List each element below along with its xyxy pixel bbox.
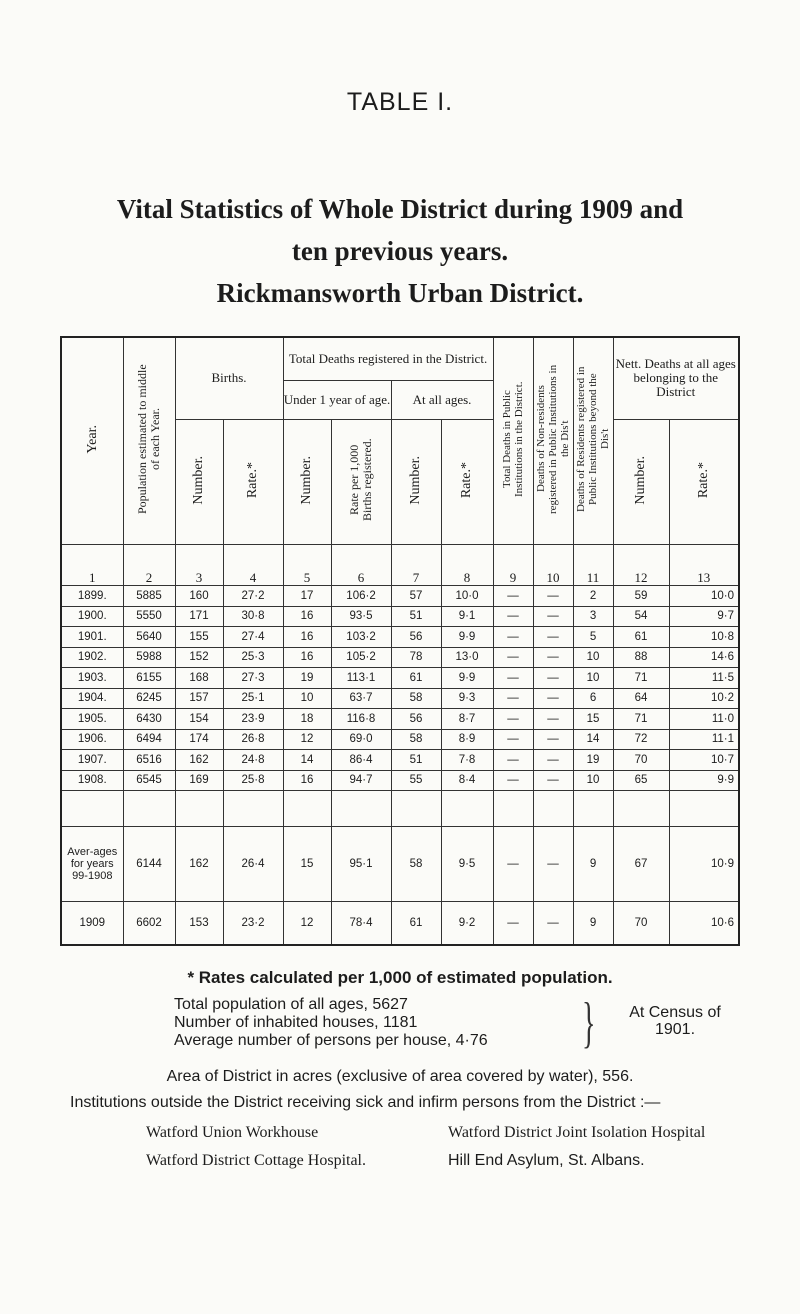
spacer-cell [175, 791, 223, 827]
cell-pop: 6494 [123, 729, 175, 750]
cell-u1: 17 [283, 586, 331, 607]
table-row [61, 627, 739, 648]
cell-brate: 26·8 [223, 729, 283, 750]
cell-res: 9 [573, 827, 613, 902]
cell-pop: 5885 [123, 586, 175, 607]
cell-u1: 18 [283, 709, 331, 730]
cell-pop: 6155 [123, 668, 175, 689]
cell-births: 155 [175, 627, 223, 648]
cell-year: 1905. [61, 709, 123, 730]
col-number: 13 [669, 544, 739, 585]
cell-nett: 88 [613, 647, 669, 668]
cell-pub: — [493, 770, 533, 791]
cell-pop: 6245 [123, 688, 175, 709]
table-label: TABLE I. [346, 88, 454, 116]
cell-allrate: 9·2 [441, 902, 493, 945]
cell-u1: 16 [283, 770, 331, 791]
cell-u1rate: 86·4 [331, 750, 391, 771]
table-body [61, 586, 739, 827]
cell-nett: 54 [613, 606, 669, 627]
cell-births: 162 [175, 750, 223, 771]
census-houses: Number of inhabited houses, 1181 [174, 1014, 418, 1031]
table-row [61, 750, 739, 771]
cell-nett: 67 [613, 827, 669, 902]
table-row [61, 668, 739, 689]
cell-pop: 6144 [123, 827, 175, 902]
cell-u1rate: 116·8 [331, 709, 391, 730]
cell-pop: 5640 [123, 627, 175, 648]
header-public-institutions: Total Deaths in Public Institutions in the District. [493, 337, 533, 544]
cell-nonres: — [533, 627, 573, 648]
header-nett-rate: Rate.* [669, 419, 739, 544]
cell-brate: 27·4 [223, 627, 283, 648]
table-row [61, 647, 739, 668]
spacer-cell [61, 791, 123, 827]
cell-u1rate: 63·7 [331, 688, 391, 709]
cell-brate: 24·8 [223, 750, 283, 771]
cell-nonres: — [533, 709, 573, 730]
cell-allrate: 8·4 [441, 770, 493, 791]
cell-res: 10 [573, 647, 613, 668]
cell-year: 1899. [61, 586, 123, 607]
cell-all: 61 [391, 668, 441, 689]
cell-births: 154 [175, 709, 223, 730]
header-year: Year. [61, 337, 123, 544]
cell-u1: 12 [283, 902, 331, 945]
header-births-number: Number. [175, 419, 223, 544]
table-row [61, 729, 739, 750]
spacer-cell [669, 791, 739, 827]
census-label: At Census of 1901. [629, 1004, 721, 1038]
cell-births: 171 [175, 606, 223, 627]
cell-pub: — [493, 647, 533, 668]
cell-u1rate: 113·1 [331, 668, 391, 689]
cell-allrate: 9·1 [441, 606, 493, 627]
cell-u1: 12 [283, 729, 331, 750]
cell-pub: — [493, 750, 533, 771]
header-all-number: Number. [391, 419, 441, 544]
cell-u1rate: 93·5 [331, 606, 391, 627]
cell-pub: — [493, 709, 533, 730]
cell-u1: 19 [283, 668, 331, 689]
spacer-cell [391, 791, 441, 827]
cell-births: 152 [175, 647, 223, 668]
cell-u1: 16 [283, 647, 331, 668]
cell-nettrate: 9·9 [669, 770, 739, 791]
cell-brate: 23·2 [223, 902, 283, 945]
header-all-rate: Rate.* [441, 419, 493, 544]
cell-brate: 26·4 [223, 827, 283, 902]
cell-nettrate: 9·7 [669, 606, 739, 627]
cell-allrate: 9·9 [441, 668, 493, 689]
cell-year: Aver-ages for years 99-1908 [61, 827, 123, 902]
header-population: Population estimated to middle of each Year. [123, 337, 175, 544]
cell-all: 55 [391, 770, 441, 791]
cell-u1rate: 95·1 [331, 827, 391, 902]
cell-all: 58 [391, 827, 441, 902]
table-row [61, 709, 739, 730]
cell-nettrate: 10·6 [669, 902, 739, 945]
cell-nettrate: 14·6 [669, 647, 739, 668]
cell-allrate: 9·9 [441, 627, 493, 648]
cell-year: 1904. [61, 688, 123, 709]
col-number: 11 [573, 544, 613, 585]
cell-births: 162 [175, 827, 223, 902]
cell-nonres: — [533, 729, 573, 750]
cell-brate: 25·1 [223, 688, 283, 709]
header-births: Births. [175, 337, 283, 419]
cell-pub: — [493, 902, 533, 945]
cell-year: 1908. [61, 770, 123, 791]
col-number: 3 [175, 544, 223, 585]
col-number: 4 [223, 544, 283, 585]
institution-item: Watford Union Workhouse [146, 1124, 319, 1141]
cell-all: 58 [391, 729, 441, 750]
cell-all: 56 [391, 627, 441, 648]
spacer-cell [441, 791, 493, 827]
cell-year: 1900. [61, 606, 123, 627]
cell-brate: 25·8 [223, 770, 283, 791]
cell-year: 1902. [61, 647, 123, 668]
cell-allrate: 10·0 [441, 586, 493, 607]
cell-res: 9 [573, 902, 613, 945]
cell-res: 10 [573, 770, 613, 791]
cell-nonres: — [533, 606, 573, 627]
col-number: 9 [493, 544, 533, 585]
cell-pub: — [493, 586, 533, 607]
cell-res: 15 [573, 709, 613, 730]
table-spacer [61, 791, 739, 827]
cell-nett: 72 [613, 729, 669, 750]
cell-nonres: — [533, 827, 573, 902]
cell-pop: 6602 [123, 902, 175, 945]
cell-nonres: — [533, 586, 573, 607]
cell-brate: 27·2 [223, 586, 283, 607]
cell-nettrate: 11·0 [669, 709, 739, 730]
col-number: 12 [613, 544, 669, 585]
page-title: Vital Statistics of Whole District during 1909 and [116, 194, 684, 224]
table-row [61, 606, 739, 627]
cell-u1: 10 [283, 688, 331, 709]
district-area: Area of District in acres (exclusive of area covered by water), 556. [166, 1068, 634, 1085]
cell-year: 1907. [61, 750, 123, 771]
cell-res: 2 [573, 586, 613, 607]
cell-u1: 16 [283, 627, 331, 648]
cell-births: 160 [175, 586, 223, 607]
header-total-deaths: Total Deaths registered in the District. [283, 337, 493, 380]
cell-nettrate: 11·1 [669, 729, 739, 750]
cell-nett: 61 [613, 627, 669, 648]
cell-nonres: — [533, 770, 573, 791]
cell-all: 51 [391, 750, 441, 771]
cell-res: 14 [573, 729, 613, 750]
cell-all: 58 [391, 688, 441, 709]
cell-pop: 5988 [123, 647, 175, 668]
census-population: Total population of all ages, 5627 [174, 996, 408, 1013]
spacer-cell [283, 791, 331, 827]
cell-pop: 5550 [123, 606, 175, 627]
cell-u1: 14 [283, 750, 331, 771]
cell-pub: — [493, 627, 533, 648]
cell-allrate: 13·0 [441, 647, 493, 668]
cell-u1rate: 69·0 [331, 729, 391, 750]
cell-allrate: 8·9 [441, 729, 493, 750]
cell-brate: 27·3 [223, 668, 283, 689]
cell-res: 19 [573, 750, 613, 771]
header-births-rate: Rate.* [223, 419, 283, 544]
cell-brate: 25·3 [223, 647, 283, 668]
cell-all: 51 [391, 606, 441, 627]
col-number: 10 [533, 544, 573, 585]
cell-nettrate: 10·7 [669, 750, 739, 771]
cell-u1rate: 94·7 [331, 770, 391, 791]
cell-pop: 6430 [123, 709, 175, 730]
cell-year: 1906. [61, 729, 123, 750]
header-under1-number: Number. [283, 419, 331, 544]
cell-res: 10 [573, 668, 613, 689]
col-number: 5 [283, 544, 331, 585]
cell-u1rate: 106·2 [331, 586, 391, 607]
cell-allrate: 7·8 [441, 750, 493, 771]
cell-nett: 64 [613, 688, 669, 709]
cell-u1: 15 [283, 827, 331, 902]
cell-nonres: — [533, 688, 573, 709]
cell-year: 1909 [61, 902, 123, 945]
institution-item: Watford District Cottage Hospital. [146, 1152, 366, 1169]
cell-pub: — [493, 688, 533, 709]
col-number: 8 [441, 544, 493, 585]
header-under1-rate: Rate per 1,000 Births registered. [331, 419, 391, 544]
cell-nettrate: 10·9 [669, 827, 739, 902]
cell-nettrate: 10·0 [669, 586, 739, 607]
header-under-1-year: Under 1 year of age. [283, 380, 391, 419]
cell-pop: 6516 [123, 750, 175, 771]
cell-year: 1903. [61, 668, 123, 689]
cell-nonres: — [533, 750, 573, 771]
header-all-ages: At all ages. [391, 380, 493, 419]
institutions-intro: Institutions outside the District receiving sick and infirm persons from the District :— [70, 1094, 661, 1111]
table-row [61, 688, 739, 709]
cell-all: 57 [391, 586, 441, 607]
cell-nettrate: 10·8 [669, 627, 739, 648]
cell-births: 174 [175, 729, 223, 750]
spacer-cell [613, 791, 669, 827]
table-row [61, 586, 739, 607]
col-number: 1 [61, 544, 123, 585]
rates-footnote: * Rates calculated per 1,000 of estimated population. [187, 968, 613, 987]
cell-nettrate: 11·5 [669, 668, 739, 689]
cell-u1rate: 103·2 [331, 627, 391, 648]
page-subtitle: ten previous years. [291, 236, 509, 266]
header-non-residents: Deaths of Non-residents registered in Public Institutions in the Dis't [533, 337, 573, 544]
cell-all: 61 [391, 902, 441, 945]
census-persons-per-house: Average number of persons per house, 4·76 [174, 1032, 488, 1049]
cell-pub: — [493, 606, 533, 627]
institution-item: Watford District Joint Isolation Hospital [448, 1124, 706, 1141]
cell-u1rate: 78·4 [331, 902, 391, 945]
cell-nett: 59 [613, 586, 669, 607]
cell-nonres: — [533, 668, 573, 689]
cell-births: 153 [175, 902, 223, 945]
vital-statistics-table [60, 336, 740, 946]
cell-nonres: — [533, 902, 573, 945]
header-nett-number: Number. [613, 419, 669, 544]
cell-births: 157 [175, 688, 223, 709]
spacer-cell [223, 791, 283, 827]
cell-res: 3 [573, 606, 613, 627]
cell-year: 1901. [61, 627, 123, 648]
cell-pop: 6545 [123, 770, 175, 791]
cell-brate: 30·8 [223, 606, 283, 627]
col-number: 7 [391, 544, 441, 585]
institution-item: Hill End Asylum, St. Albans. [448, 1152, 645, 1169]
brace-icon: } [582, 992, 596, 1054]
average-row [61, 827, 739, 902]
cell-allrate: 9·5 [441, 827, 493, 902]
cell-pub: — [493, 827, 533, 902]
spacer-cell [331, 791, 391, 827]
cell-nett: 65 [613, 770, 669, 791]
cell-nett: 71 [613, 668, 669, 689]
cell-nett: 70 [613, 902, 669, 945]
cell-all: 56 [391, 709, 441, 730]
cell-u1: 16 [283, 606, 331, 627]
cell-nett: 71 [613, 709, 669, 730]
cell-births: 169 [175, 770, 223, 791]
col-number: 2 [123, 544, 175, 585]
cell-pub: — [493, 668, 533, 689]
current-year-row [61, 902, 739, 945]
cell-all: 78 [391, 647, 441, 668]
spacer-cell [123, 791, 175, 827]
cell-allrate: 9·3 [441, 688, 493, 709]
cell-res: 5 [573, 627, 613, 648]
cell-allrate: 8·7 [441, 709, 493, 730]
table-row [61, 770, 739, 791]
cell-births: 168 [175, 668, 223, 689]
spacer-cell [533, 791, 573, 827]
cell-pub: — [493, 729, 533, 750]
cell-nonres: — [533, 647, 573, 668]
cell-nett: 70 [613, 750, 669, 771]
district-name: Rickmansworth Urban District. [216, 278, 584, 308]
header-residents-beyond: Deaths of Residents registered in Public Institutions beyond the Dis't [573, 337, 613, 544]
cell-res: 6 [573, 688, 613, 709]
col-number: 6 [331, 544, 391, 585]
cell-brate: 23·9 [223, 709, 283, 730]
cell-u1rate: 105·2 [331, 647, 391, 668]
header-nett-deaths: Nett. Deaths at all ages belonging to the District [613, 337, 739, 419]
spacer-cell [573, 791, 613, 827]
cell-nettrate: 10·2 [669, 688, 739, 709]
spacer-cell [493, 791, 533, 827]
